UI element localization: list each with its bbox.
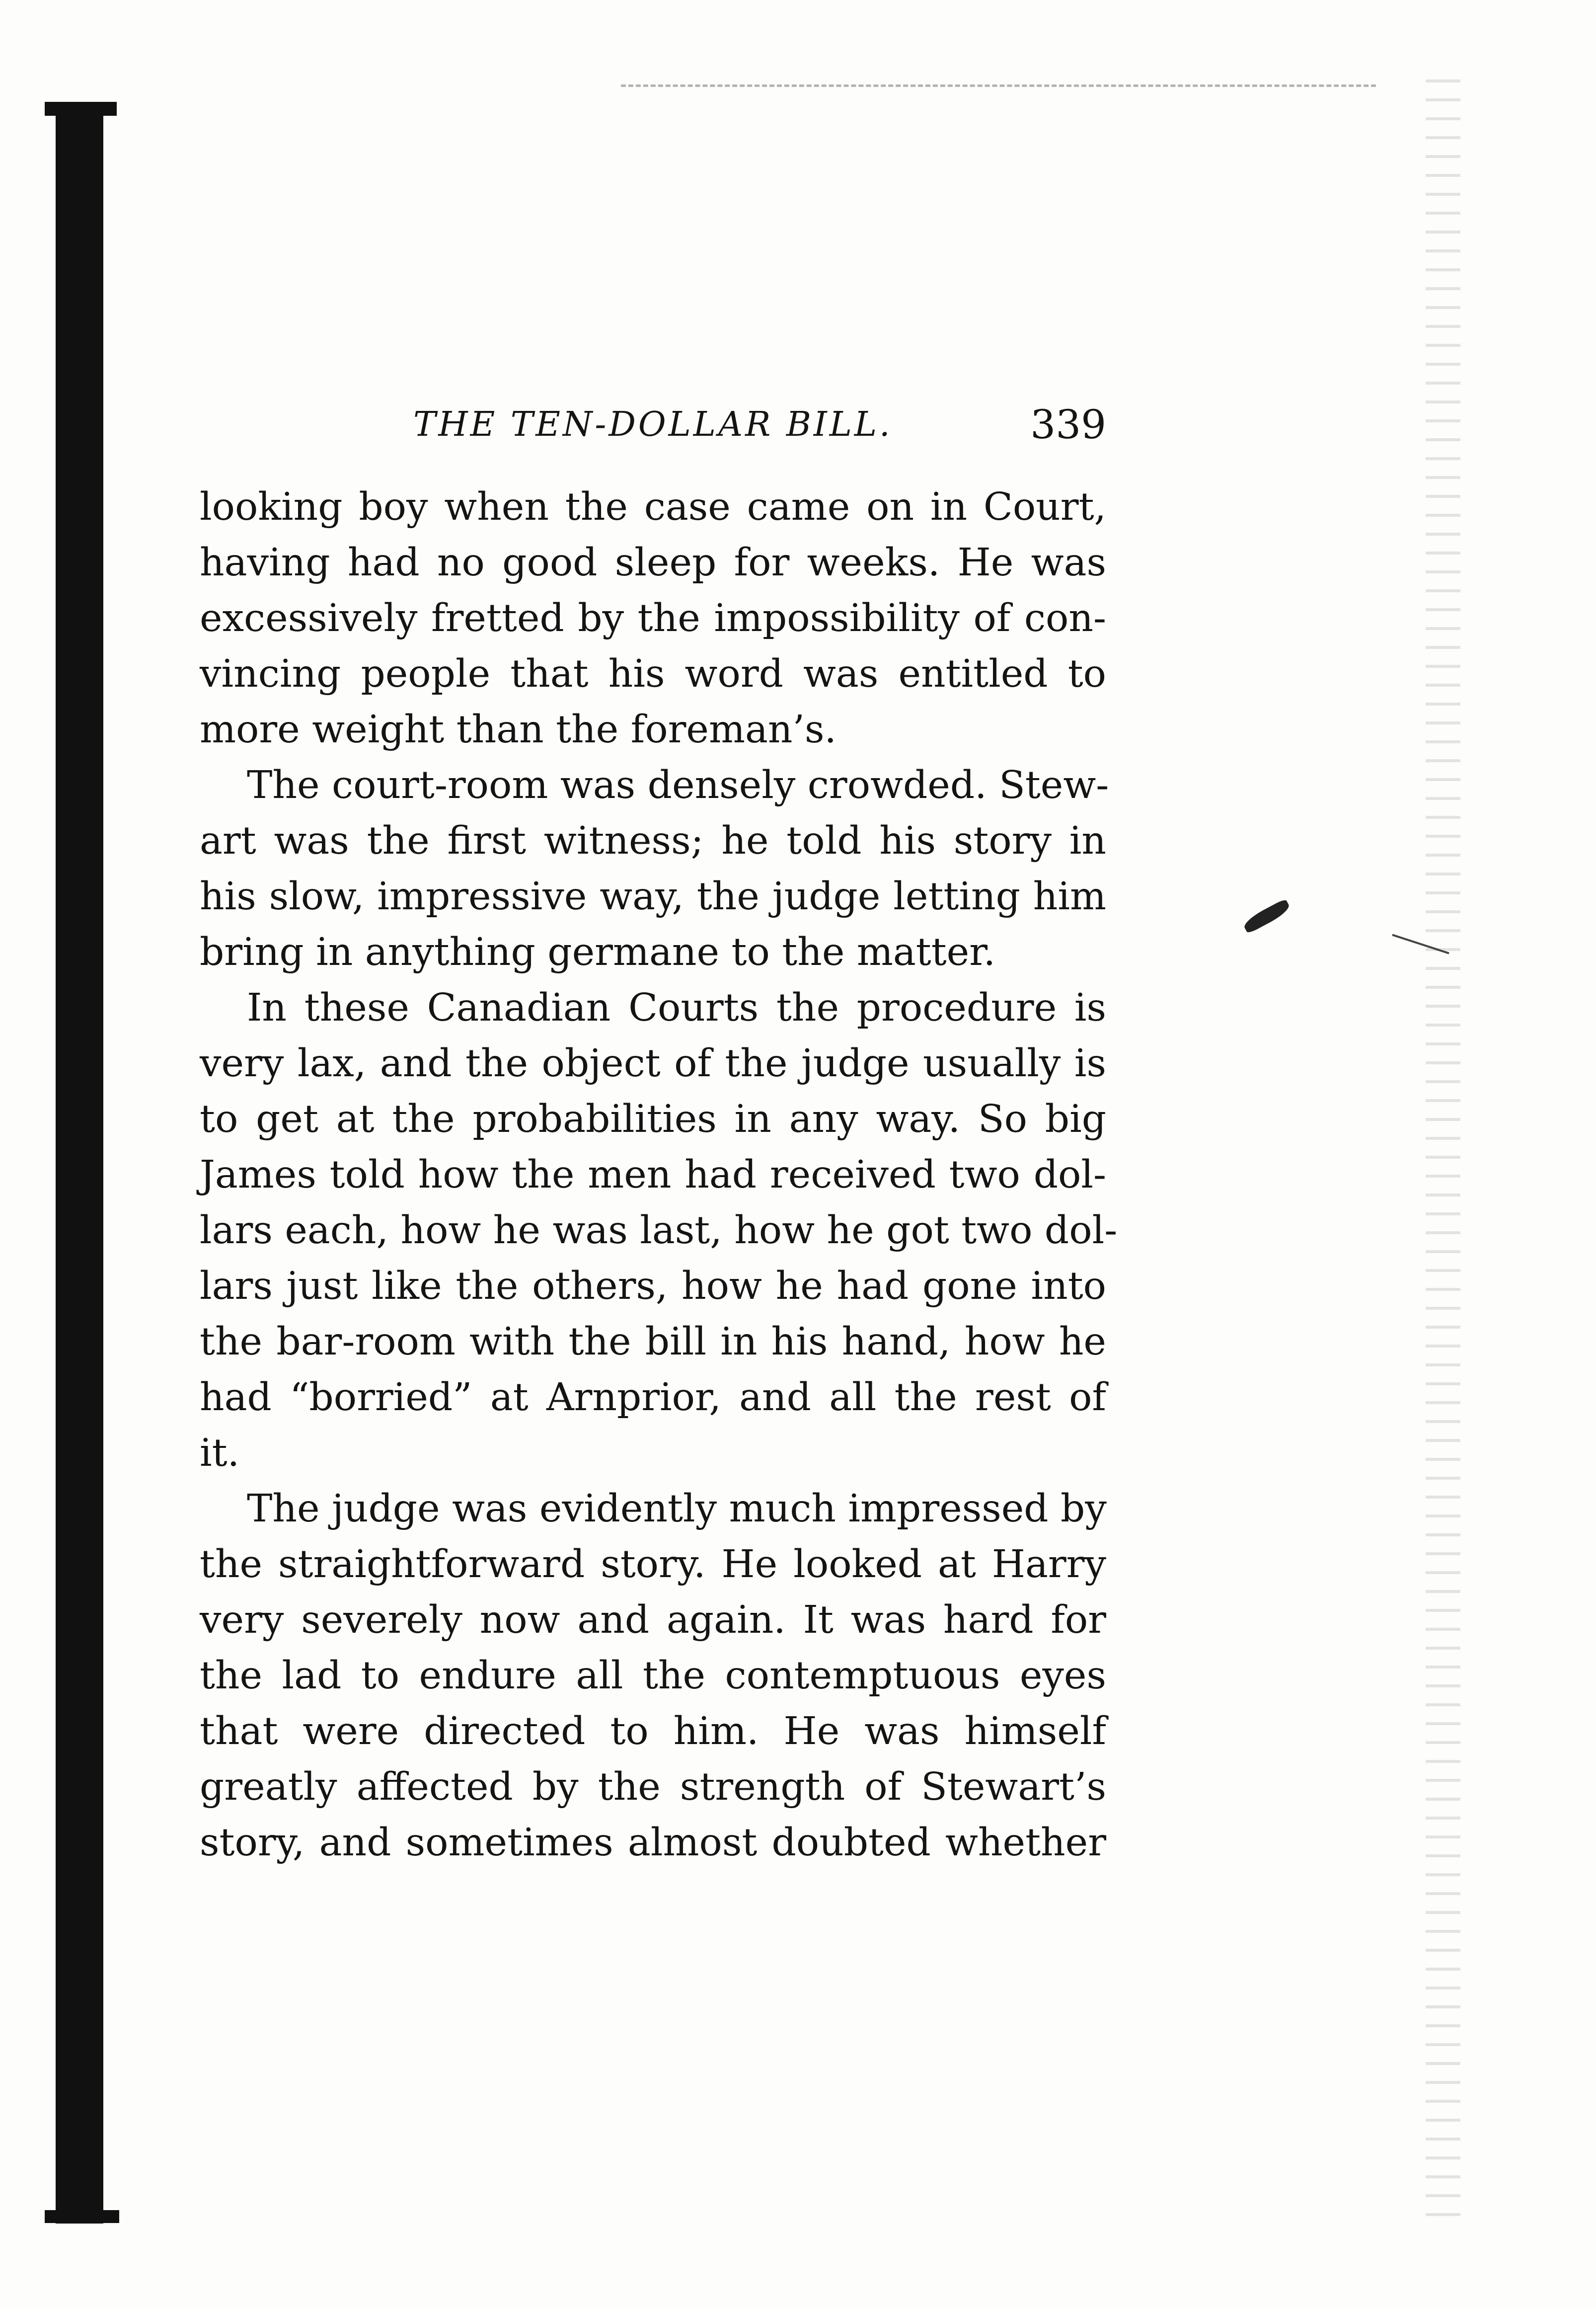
text-line: The court-room was densely crowded. Stew-: [247, 763, 1109, 807]
text-line: looking boy when the case came on in Court,: [200, 485, 1106, 529]
page-header: [200, 398, 1106, 452]
paragraph: [200, 1481, 1106, 1871]
text-line: art was the first witness; he told his story in: [200, 819, 1106, 863]
binding-edge-bottom: [45, 2210, 119, 2223]
paragraph: [200, 758, 1109, 980]
text-line: bring in anything germane to the matter.: [200, 930, 996, 974]
text-line: it.: [200, 1431, 240, 1475]
scan-edge-noise: [1426, 80, 1460, 2226]
text-line: The judge was evidently much impressed by: [247, 1487, 1107, 1531]
text-line: having had no good sleep for weeks. He was: [200, 541, 1106, 585]
running-title: THE TEN-DOLLAR BILL.: [413, 405, 893, 444]
text-line: had “borried” at Arnprior, and all the rest of: [200, 1375, 1106, 1420]
ink-smudge: [1241, 898, 1292, 934]
text-line: In these Canadian Courts the procedure is: [247, 986, 1106, 1030]
text-line: his slow, impressive way, the judge letting him: [200, 875, 1106, 919]
text-line: James told how the men had received two dol-: [200, 1153, 1106, 1197]
body-text: [200, 479, 1118, 1871]
text-line: to get at the probabilities in any way. So big: [200, 1097, 1106, 1141]
text-line: the straightforward story. He looked at Harry: [200, 1542, 1106, 1587]
text-line: greatly affected by the strength of Stewart’s: [200, 1765, 1106, 1809]
text-line: the bar-room with the bill in his hand, how he: [200, 1320, 1106, 1364]
text-line: the lad to endure all the contemptuous eyes: [200, 1654, 1106, 1698]
text-line: very severely now and again. It was hard for: [200, 1598, 1106, 1642]
text-line: lars each, how he was last, how he got two dol-: [200, 1208, 1118, 1253]
text-line: story, and sometimes almost doubted whether: [200, 1821, 1106, 1865]
scan-artifact-line: [621, 84, 1376, 87]
page-number: 339: [1030, 401, 1106, 448]
text-line: more weight than the foreman’s.: [200, 708, 836, 752]
binding-edge: [56, 102, 103, 2224]
text-line: excessively fretted by the impossibility of con-: [200, 596, 1106, 640]
text-line: that were directed to him. He was himself: [200, 1709, 1106, 1753]
paragraph: [200, 479, 1106, 758]
text-line: vincing people that his word was entitled to: [200, 652, 1106, 696]
paragraph: [200, 980, 1118, 1481]
text-line: very lax, and the object of the judge usually is: [200, 1041, 1106, 1086]
text-line: lars just like the others, how he had gone into: [200, 1264, 1106, 1308]
